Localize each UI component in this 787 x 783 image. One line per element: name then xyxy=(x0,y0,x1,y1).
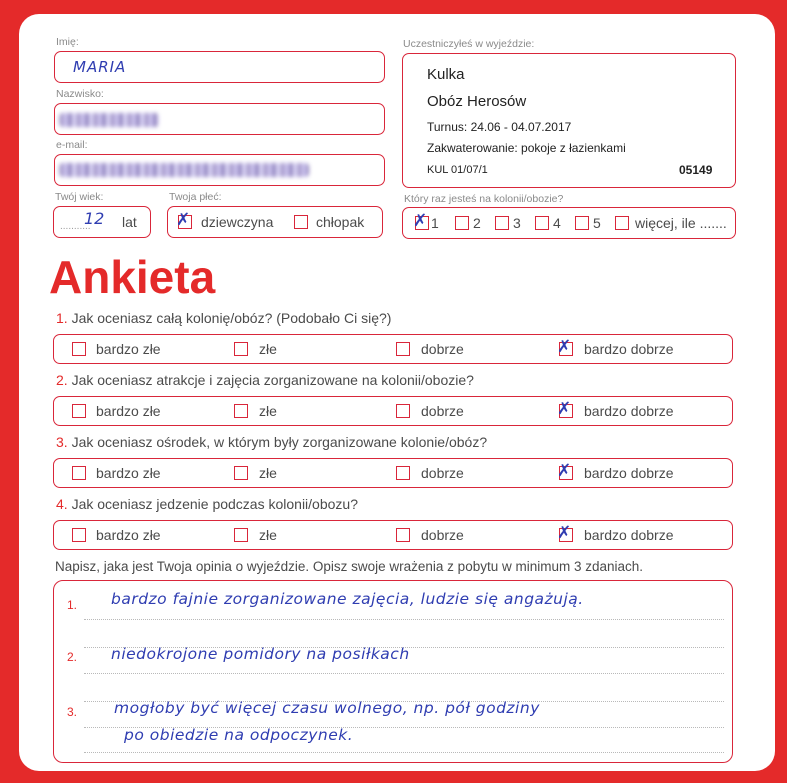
q3-option-dobrze[interactable] xyxy=(396,466,410,480)
trip-code: KUL 01/07/1 xyxy=(427,164,488,176)
check-mark-icon: ✗ xyxy=(413,211,428,230)
answer-3-text-continued: po obiedzie na odpoczynek. xyxy=(124,726,354,744)
q2-option-label: złe xyxy=(259,403,277,419)
q3-option-label: złe xyxy=(259,465,277,481)
trip-accommodation: Zakwaterowanie: pokoje z łazienkami xyxy=(427,141,626,155)
times-3-checkbox[interactable] xyxy=(495,216,509,230)
q3-option-label: dobrze xyxy=(421,465,464,481)
opinion-prompt: Napisz, jaka jest Twoja opinia o wyjeździe. Opisz swoje wrażenia z pobytu w minimum 3 zdaniach. xyxy=(55,559,644,574)
check-mark-icon: ✗ xyxy=(557,337,572,356)
question-2 xyxy=(56,372,474,388)
q4-option-bardzo-zle[interactable] xyxy=(72,528,86,542)
question-4 xyxy=(56,496,358,512)
trip-camp-name: Obóz Herosów xyxy=(427,93,527,110)
q4-option-dobrze[interactable] xyxy=(396,528,410,542)
times-4-label: 4 xyxy=(553,215,561,231)
q1-option-bardzo-dobrze[interactable] xyxy=(557,337,573,356)
q2-option-label: bardzo złe xyxy=(96,403,161,419)
q4-option-zle[interactable] xyxy=(234,528,248,542)
answer-line xyxy=(84,619,724,620)
answer-2-number: 2. xyxy=(67,650,78,664)
gender-label: Twoja płeć: xyxy=(169,191,222,203)
name-value: MARIA xyxy=(73,58,127,76)
check-mark-icon: ✗ xyxy=(557,461,572,480)
q4-option-label: złe xyxy=(259,527,277,543)
q1-option-label: bardzo złe xyxy=(96,341,161,357)
times-1-label: 1 xyxy=(431,215,439,231)
age-value: 12 xyxy=(84,209,105,228)
participant-label: Uczestniczyłeś w wyjeździe: xyxy=(403,38,535,50)
trip-turnus: Turnus: 24.06 - 04.07.2017 xyxy=(427,120,572,134)
question-3-options xyxy=(53,458,733,488)
answer-3-text: mogłoby być więcej czasu wolnego, np. pół godziny xyxy=(114,699,540,717)
check-mark-icon: ✗ xyxy=(557,399,572,418)
q1-option-dobrze[interactable] xyxy=(396,342,410,356)
email-field[interactable] xyxy=(54,154,385,186)
q2-option-bardzo-dobrze[interactable] xyxy=(557,399,573,418)
question-2-text: Jak oceniasz atrakcje i zajęcia zorganizowane na kolonii/obozie? xyxy=(71,372,474,388)
question-4-options xyxy=(53,520,733,550)
times-2-checkbox[interactable] xyxy=(455,216,469,230)
answer-line xyxy=(84,673,724,674)
age-dots: ........... xyxy=(60,221,91,232)
q4-option-bardzo-dobrze[interactable] xyxy=(557,523,573,542)
times-more-label: więcej, ile ....... xyxy=(635,215,727,231)
survey-sheet xyxy=(19,14,775,771)
question-2-number: 2. xyxy=(56,372,68,388)
question-3-text: Jak oceniasz ośrodek, w którym były zorganizowane kolonie/obóz? xyxy=(71,434,488,450)
times-4-checkbox[interactable] xyxy=(535,216,549,230)
question-3 xyxy=(56,434,487,450)
q2-option-bardzo-zle[interactable] xyxy=(72,404,86,418)
q4-option-label: dobrze xyxy=(421,527,464,543)
times-3-label: 3 xyxy=(513,215,521,231)
question-1 xyxy=(56,310,391,326)
q4-option-label: bardzo złe xyxy=(96,527,161,543)
times-more-checkbox[interactable] xyxy=(615,216,629,230)
q1-option-bardzo-zle[interactable] xyxy=(72,342,86,356)
times-1-checkbox[interactable] xyxy=(413,211,429,230)
q3-option-bardzo-zle[interactable] xyxy=(72,466,86,480)
gender-female-label: dziewczyna xyxy=(201,214,274,230)
q1-option-label: dobrze xyxy=(421,341,464,357)
surname-field[interactable] xyxy=(54,103,385,135)
q1-option-label: bardzo dobrze xyxy=(584,341,674,357)
answer-1-number: 1. xyxy=(67,598,78,612)
trip-number: 05149 xyxy=(679,163,713,177)
trip-organizer: Kulka xyxy=(427,66,465,83)
times-5-label: 5 xyxy=(593,215,601,231)
q2-option-label: dobrze xyxy=(421,403,464,419)
question-2-options xyxy=(53,396,733,426)
q3-option-bardzo-dobrze[interactable] xyxy=(557,461,573,480)
survey-title: Ankieta xyxy=(49,251,216,303)
gender-male-checkbox[interactable] xyxy=(294,215,308,229)
age-label: Twój wiek: xyxy=(55,191,104,203)
q3-option-zle[interactable] xyxy=(234,466,248,480)
q3-option-label: bardzo złe xyxy=(96,465,161,481)
surname-label: Nazwisko: xyxy=(56,88,104,100)
question-3-number: 3. xyxy=(56,434,68,450)
times-field xyxy=(402,207,736,239)
q2-option-label: bardzo dobrze xyxy=(584,403,674,419)
email-redacted xyxy=(59,163,309,177)
q1-option-zle[interactable] xyxy=(234,342,248,356)
answer-1-text: bardzo fajnie zorganizowane zajęcia, ludzie się angażują. xyxy=(111,590,584,608)
answer-line xyxy=(84,752,724,753)
check-mark-icon: ✗ xyxy=(557,523,572,542)
answer-3-number: 3. xyxy=(67,705,78,719)
question-4-number: 4. xyxy=(56,496,68,512)
trip-info-box xyxy=(402,53,736,188)
age-field[interactable] xyxy=(53,206,151,238)
age-unit: lat xyxy=(122,214,137,230)
q3-option-label: bardzo dobrze xyxy=(584,465,674,481)
times-5-checkbox[interactable] xyxy=(575,216,589,230)
gender-female-checkbox[interactable] xyxy=(176,210,192,229)
question-1-options xyxy=(53,334,733,364)
q2-option-dobrze[interactable] xyxy=(396,404,410,418)
q2-option-zle[interactable] xyxy=(234,404,248,418)
surname-redacted xyxy=(59,113,159,127)
question-1-number: 1. xyxy=(56,310,68,326)
question-4-text: Jak oceniasz jedzenie podczas kolonii/obozu? xyxy=(71,496,358,512)
email-label: e-mail: xyxy=(56,139,88,151)
check-mark-icon: ✗ xyxy=(176,210,191,229)
name-label: Imię: xyxy=(56,36,79,48)
times-2-label: 2 xyxy=(473,215,481,231)
gender-male-label: chłopak xyxy=(316,214,365,230)
q4-option-label: bardzo dobrze xyxy=(584,527,674,543)
q1-option-label: złe xyxy=(259,341,277,357)
question-1-text: Jak oceniasz całą kolonię/obóz? (Podobało Ci się?) xyxy=(71,310,392,326)
name-field[interactable] xyxy=(54,51,385,83)
times-label: Który raz jesteś na kolonii/obozie? xyxy=(404,193,564,205)
answer-2-text: niedokrojone pomidory na posiłkach xyxy=(111,645,410,663)
gender-field xyxy=(167,206,383,238)
